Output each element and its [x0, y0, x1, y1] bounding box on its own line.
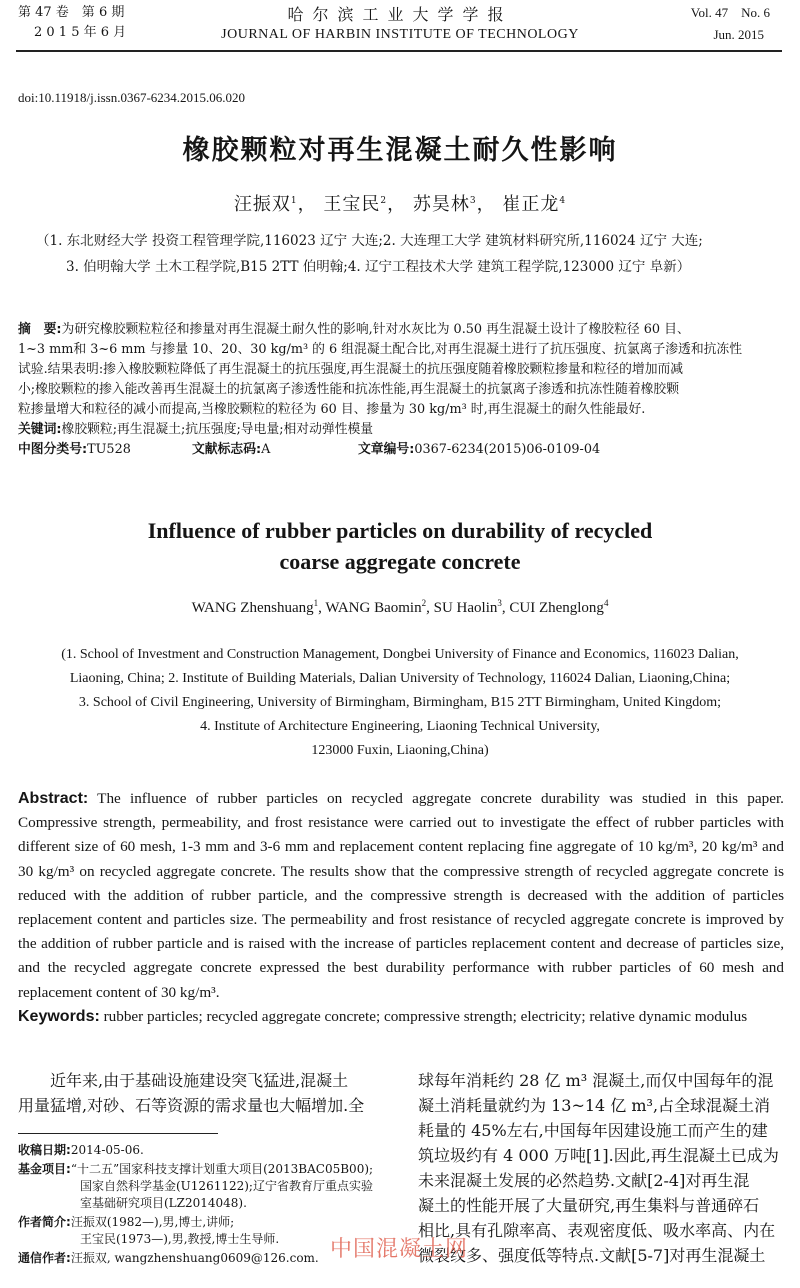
author-cn: 崔正龙 — [502, 194, 560, 215]
doi: doi:10.11918/j.issn.0367-6234.2015.06.020 — [18, 90, 246, 105]
header-journal-en: JOURNAL OF HARBIN INSTITUTE OF TECHNOLOGY — [221, 27, 579, 42]
body-left: 近年来,由于基础设施建设突飞猛进,混凝土 用量猛增,对砂、石等资源的需求量也大幅增加.全 — [18, 1071, 365, 1115]
title-cn: 橡胶颗粒对再生混凝土耐久性影响 — [182, 135, 618, 166]
author-en: SU Haolin — [433, 600, 498, 616]
author-cn: 王宝民 — [323, 194, 381, 215]
abstract-cn-label: 摘 要: — [18, 322, 62, 337]
keywords-cn: 橡胶颗粒;再生混凝土;抗压强度;导电量;相对动弹性模量 — [61, 422, 374, 437]
affiliation-cn-line: （1. 东北财经大学 投资工程管理学院,116023 辽宁 大连;2. 大连理工大学 建筑材料研究所,116024 辽宁 大连; — [36, 233, 703, 249]
affiliation-en: (1. School of Investment and Construction Management, Dongbei University of Finance and Economics, 116023 Dalian, Liaoning, China; 2. Institute of Building Materials, Dalian University of Technology, 116024 Dalian, Liaoning,China; 3. School of Civil Engineering, University of Birmingham, Birmingham, B15 2TT Birmingham, United Kingdom; 4. Institute of Architecture Engineering, Liaoning Technical University, 123000 Fuxin, Liaoning,China) — [61, 647, 739, 758]
affiliation-cn — [36, 228, 776, 280]
footnotes: 收稿日期:2014-05-06. 基金项目:“十二五”国家科技支撑计划重大项目(2013BAC05B00); 国家自然科学基金(U1261122);辽宁省教育厅重点实验 室基础研究项目(LZ2014048). 作者简介:汪振双(1982—),男,博士,讲师; 王宝民(1973—),男,教授,博士生导师. 通信作者:汪振双, wangzhenshuang0609@126.com. — [18, 1143, 374, 1265]
abstract-en-label: Abstract: — [18, 790, 89, 807]
affiliation-cn-line: 3. 伯明翰大学 土木工程学院,B15 2TT 伯明翰;4. 辽宁工程技术大学 建筑工程学院,123000 辽宁 阜新） — [66, 259, 691, 275]
title-en: Influence of rubber particles on durability of recycled coarse aggregate concrete — [147, 518, 653, 574]
header-journal-cn: 哈尔滨工业大学学报 — [287, 5, 513, 24]
classification: 中图分类号:TU528 文献标志码:A 文章编号:0367-6234(2015)06-0109-04 — [18, 442, 601, 457]
header-date-cn: 2 0 1 5 年 6 月 — [34, 25, 127, 40]
abstract-en-text: The influence of rubber particles on recycled aggregate concrete durability was studied in this paper. Compressive strength, permeability, and frost resistance were carried out to investigate the effect of rubber particles with different size of 60 mesh, 1-3 mm and 3-6 mm and replacement content replacing fine aggregate of 10 kg/m³, 20 kg/m³ and 30 kg/m³ on recycled aggregate concrete. The results show that the compressive strength of recycled aggregate concrete is reduced with the addition of rubber particle, and the compressive strength is decreased with the addition of particles replacement content and particles size. The permeability and frost resistance of recycled aggregate concrete is improved by the addition of rubber particle and is raised with the increase of particles replacement content and decrease of particles size, and the recycled aggregate concrete expressed the best durability performance with rubber particles of 60 mesh and replacement content of 30 kg/m³. — [18, 790, 784, 1001]
abstract-en — [18, 787, 784, 1029]
watermark: 中国混凝土网 — [330, 1237, 469, 1262]
footnote-rule — [18, 1133, 218, 1134]
author-en: WANG Baomin — [325, 600, 422, 616]
author-en: CUI Zhenglong — [509, 600, 604, 616]
keywords-en-label: Keywords: — [18, 1007, 100, 1025]
author-en: WANG Zhenshuang — [191, 600, 314, 616]
header-rule — [16, 50, 782, 52]
abstract-cn: 摘 要:为研究橡胶颗粒粒径和掺量对再生混凝土耐久性的影响,针对水灰比为 0.50 再生混凝土设计了橡胶粒径 60 目、 1~3 mm和 3~6 mm 与掺量 10、20、30 kg/m³ 的 6 组混凝土配合比,对再生混凝土进行了抗压强度、抗氯离子渗透和抗冻性 试验.结果表明:掺入橡胶颗粒降低了再生混凝土的抗压强度,再生混凝土的抗压强度随着橡胶颗粒掺量和粒径的增加而减 小;橡胶颗粒的掺入能改善再生混凝土的抗氯离子渗透性能和抗冻性能,再生混凝土的抗氯离子渗透和抗冻性随着橡胶颗 粒掺量增大和粒径的减小而提高,当橡胶颗粒的粒径为 60 目、掺量为 30 kg/m³ 时,再生混凝土的耐久性能最好. 关键词:橡胶颗粒;再生混凝土;抗压强度;导电量;相对动弹性模量 中图分类号:TU528 文献标志码:A 文章编号:0367-6234(2015)06-0109-04 — [18, 320, 784, 460]
authors-cn: 汪振双$^1$， 王宝民$^2$， 苏昊林$^3$， 崔正龙$^4$ — [233, 194, 567, 215]
authors-en: WANG Zhenshuang$^1$, WANG Baomin$^2$, SU Haolin$^3$, CUI Zhenglong$^4$ — [191, 598, 609, 616]
header-volume-en: Vol. 47 No. 6 — [690, 5, 770, 20]
header-volume-cn: 第 47 卷 第 6 期 — [18, 5, 125, 20]
author-cn: 苏昊林 — [412, 194, 470, 215]
header-date-en: Jun. 2015 — [713, 27, 764, 42]
body-right: 球每年消耗约 28 亿 m³ 混凝土,而仅中国每年的混 凝土消耗量就约为 13~14 亿 m³,占全球混凝土消 耗量的 45%左右,中国每年因建设施工而产生的建 筑垃圾约有 4 000 万吨[1].因此,再生混凝土已成为 未来混凝土发展的必然趋势.文献[2-4]对再生混 凝土的性能开展了大量研究,再生集料与普通碎石 相比,具有孔隙率高、表观密度低、吸水率高、内在 微裂纹多、强度低等特点.文献[5-7]对再生混凝土 — [418, 1071, 779, 1265]
keywords-en: rubber particles; recycled aggregate concrete; compressive strength; electricity; relative dynamic modulus — [103, 1007, 748, 1025]
keywords-cn-label: 关键词: — [18, 422, 62, 437]
author-cn: 汪振双 — [233, 194, 291, 215]
